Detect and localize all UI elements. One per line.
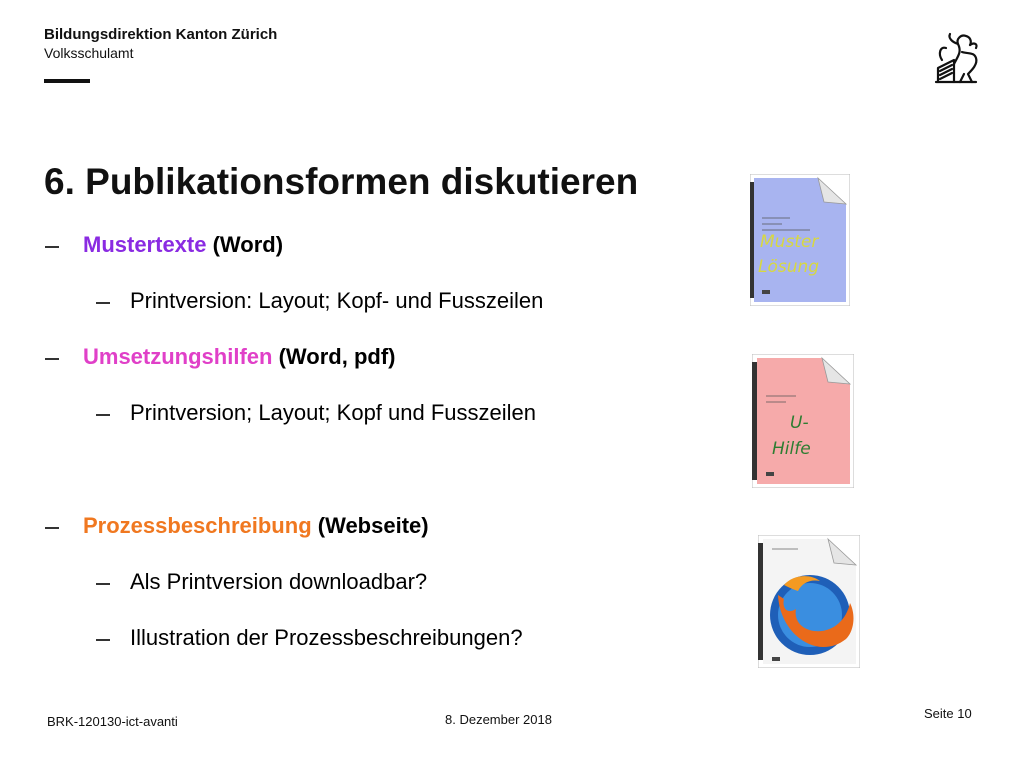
dash-bullet-icon <box>96 639 110 641</box>
prozessbeschreibung-firefox-thumbnail <box>758 535 860 668</box>
svg-text:Lösung: Lösung <box>758 257 820 277</box>
sub-bullet-item <box>130 288 543 314</box>
footer-page-number: Seite 10 <box>924 706 972 721</box>
bullet-detail: (Word) <box>206 232 284 257</box>
zurich-lion-logo-icon <box>928 30 984 88</box>
sub-bullet-text: Illustration der Prozessbeschreibungen? <box>130 625 523 650</box>
dash-bullet-icon <box>96 414 110 416</box>
sub-bullet-item <box>130 625 523 651</box>
bullet-item <box>83 232 283 258</box>
bullet-item <box>83 513 429 539</box>
footer-date: 8. Dezember 2018 <box>445 712 552 727</box>
org-subtitle: Volksschulamt <box>44 45 134 61</box>
sub-bullet-text: Printversion: Layout; Kopf- und Fusszeilen <box>130 288 544 313</box>
dash-bullet-icon <box>45 358 59 360</box>
bullet-highlight: Mustertexte <box>83 232 207 257</box>
bullet-detail: (Word, pdf) <box>272 344 396 369</box>
sub-bullet-item <box>130 400 536 426</box>
header-divider <box>44 79 90 83</box>
slide-title: 6. Publikationsformen diskutieren <box>44 161 639 202</box>
sub-bullet-text: Als Printversion downloadbar? <box>130 569 428 594</box>
dash-bullet-icon <box>45 246 59 248</box>
dash-bullet-icon <box>45 527 59 529</box>
dash-bullet-icon <box>96 302 110 304</box>
bullet-highlight: Umsetzungshilfen <box>83 344 273 369</box>
mustertexte-thumbnail <box>750 174 850 306</box>
sub-bullet-text: Printversion; Layout; Kopf und Fusszeilen <box>130 400 537 425</box>
bullet-item <box>83 344 395 370</box>
bullet-highlight: Prozessbeschreibung <box>83 513 312 538</box>
bullet-detail: (Webseite) <box>311 513 429 538</box>
svg-text:Hilfe: Hilfe <box>772 439 811 459</box>
svg-text:Muster: Muster <box>760 232 819 252</box>
dash-bullet-icon <box>96 583 110 585</box>
footer-document-id: BRK-120130-ict-avanti <box>47 714 178 729</box>
sub-bullet-item <box>130 569 427 595</box>
umsetzungshilfen-thumbnail <box>752 354 854 488</box>
org-name: Bildungsdirektion Kanton Zürich <box>44 26 278 43</box>
svg-text:U-: U- <box>790 413 809 433</box>
